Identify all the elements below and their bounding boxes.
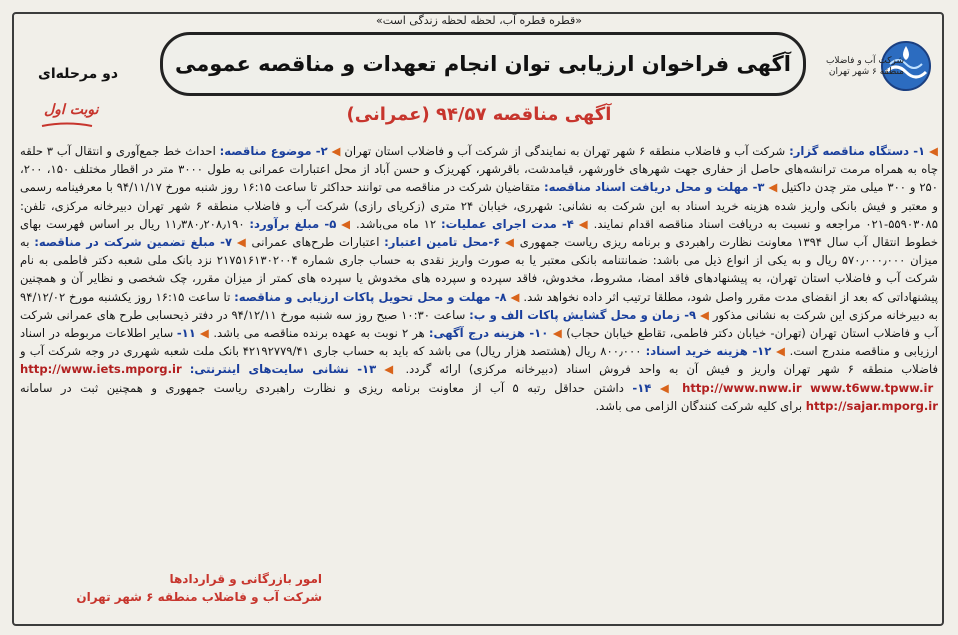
section-label-7: ۷- مبلغ تضمین شرکت در مناقصه:	[34, 235, 233, 250]
bullet-icon: ◀	[504, 235, 515, 250]
section-text-8: تا ساعت ۱۶:۱۵ روز یکشنبه مورخ ۹۴/۱۲/۰۲ به دبیرخانه مرکزی این شرکت به نشانی مذکور	[20, 289, 939, 322]
section-text-12: ۸۰۰٫۰۰۰ ریال (هشتصد هزار ریال) می باشد که باید به حساب جاری ۴۲۱۹۲۷۷۹/۴۱ بانک ملت شعبه شهرری در وجه شرکت آب و فاضلاب منطقه ۶ شهر تهران واریز و فیش آن به واحد فروش اسناد (دبیرخانه مرکزی) ارائه گردد.	[20, 344, 939, 377]
page-title: آگهی فراخوان ارزیابی توان انجام تعهدات و مناقصه عمومی	[175, 52, 791, 76]
stage-label: دو مرحله‌ای	[38, 66, 119, 82]
section-text-6: اعتبارات طرح‌های عمرانی	[246, 235, 385, 250]
section-text-11: سایر اطلاعات مربوطه در اسناد ارزیابی و مناقصه مندرج است.	[20, 326, 939, 359]
section-text-10: هر ۲ نوبت به عهده برنده مناقصه می باشد.	[209, 326, 429, 341]
bullet-icon: ◀	[199, 326, 210, 341]
section-label-1: ۱- دستگاه مناقصه گزار:	[789, 144, 926, 158]
bullet-icon: ◀	[236, 235, 247, 250]
round-underline-icon	[40, 122, 94, 128]
bullet-icon: ◀	[552, 326, 563, 341]
section-label-3: ۳- مهلت و محل دریافت اسناد مناقصه:	[544, 180, 765, 195]
bullet-icon: ◀	[659, 380, 674, 395]
section-label-8: ۸- مهلت و محل تحویل پاکات ارزیابی و مناقصه:	[234, 289, 507, 304]
section-label-2: ۲- موضوع مناقصه:	[219, 144, 328, 158]
footer-signature	[22, 570, 322, 606]
section-label-5: ۵- مبلغ برآورد:	[249, 216, 337, 231]
section-text-14: داشتن حداقل رتبه ۵ آب از معاونت برنامه ریزی و نظارت راهبردی ریاست جمهوری و همچنین ثبت در سامانه	[20, 380, 633, 395]
logo-caption: شرکت آب و فاضلاب منطقه ۶ شهر تهران	[825, 56, 904, 77]
section-text-1: شرکت آب و فاضلاب منطقه ۶ شهر تهران به نمایندگی از شرکت آب و فاضلاب استان تهران	[340, 144, 790, 158]
section-label-9: ۹- زمان و محل گشایش پاکات الف و ب:	[469, 307, 697, 322]
section-label-11: ۱۱-	[176, 326, 196, 341]
ad-paragraph	[20, 142, 938, 415]
section-text-7: به میزان ۵۷۰٫۰۰۰٫۰۰۰ ریال و به یکی از انواع ذیل می باشد: ضمانتنامه بانکی معتبر یا به صورت واریز نقدی به حساب جاری شماره ۲۱۷۵۱۶۱۳۰۲۰۰۴ نزد بانک ملی شعبه دکتر فاطمی به نام شرکت آب و فاضلاب استان تهران، به پیشنهادهای فاقد امضا، مشروط، مخدوش، فاقد سپرده و سپرده های مخدوش یا سپرده های کمتر از میزان مقرر، چک شخصی و نظایر آن و همچنین پیشنهاداتی که بعد از انقضای مدت مقرر واصل شود، مطلقا ترتیب اثر داده نخواهد شد.	[20, 235, 938, 304]
link-t6ww[interactable]: www.t6ww.tpww.ir	[810, 380, 934, 395]
bullet-icon: ◀	[768, 180, 778, 195]
link-nww[interactable]: http://www.nww.ir	[682, 380, 802, 395]
section-text-9: ساعت ۱۰:۳۰ صبح روز سه شنبه مورخ ۹۴/۱۲/۱۱ در دفتر ذیحسابی طرح های عمرانی شرکت آب و فاضلاب استان تهران (تهران- خیابان دکتر فاطمی، تقاطع خیابان حجاب)	[20, 307, 939, 341]
section-text-14-tail: برای کلیه شرکت کنندگان الزامی می باشد.	[595, 398, 806, 413]
section-text-5: ۱۱٫۳۸۰٫۲۰۸٫۱۹۰ ریال بر اساس فهرست بهای خطوط انتقال آب سال ۱۳۹۴ معاونت نظارت راهبردی و برنامه ریزی ریاست جمهوری	[20, 216, 938, 250]
bullet-icon: ◀	[510, 289, 520, 304]
bullet-icon: ◀	[384, 362, 398, 377]
bullet-icon: ◀	[775, 344, 786, 359]
ad-body	[20, 142, 938, 570]
section-label-13: ۱۳- نشانی سایت‌های اینترنتی:	[189, 362, 377, 377]
bullet-icon: ◀	[928, 144, 939, 158]
section-text-4: ۱۲ ماه می‌باشد.	[351, 216, 441, 231]
link-sajar[interactable]: http://sajar.mporg.ir	[805, 398, 938, 413]
title-banner	[160, 32, 806, 96]
bullet-icon: ◀	[341, 216, 352, 231]
section-text-3: متقاضیان شرکت در مناقصه می توانند حداکثر تا ساعت ۱۶:۱۵ روز شنبه مورخ ۹۴/۱۱/۱۷ با معرفینامه رسمی و معتبر و فیش بانکی واریز شده هزینه خرید اسناد به این شرکت به نشانی: شهرری، خیابان ۲۴ متری (زکریای رازی) شرکت آب و فاضلاب منطقه ۶ شهر تهران دبیرخانه مرکزی، تلفن: ۵۵۹۰۳۰۸۵-۰۲۱ مراجعه و نسبت به دریافت اسناد مناقصه اقدام نمایند.	[20, 180, 939, 231]
section-label-10: ۱۰- هزینه درج آگهی:	[428, 326, 549, 341]
section-label-12: ۱۲- هزینه خرید اسناد:	[645, 344, 772, 359]
round-badge: نوبت اول	[44, 102, 99, 118]
slogan: «قطره قطره آب، لحظه لحظه زندگی است»	[375, 14, 582, 27]
section-label-4: ۴- مدت اجرای عملیات:	[440, 216, 574, 231]
footer-line-2: شرکت آب و فاضلاب منطقه ۶ شهر تهران	[76, 590, 322, 604]
section-text-2: احداث خط جمع‌آوری و انتقال آب ۳ حلقه چاه به همراه مرمت ترانشه‌های حاصل از حفاری جهت شهرهای خاورشهر، قیامدشت، باقرشهر، کهریزک و حسن آباد از محل اعتبارات عمرانی به طول ۳۰۰۰ متر در اقطار مختلف ۱۵۰، ۲۰۰، ۲۵۰ و ۳۰۰ میلی متر چدن داکتیل	[20, 144, 939, 195]
footer-line-1: امور بازرگانی و قراردادها	[169, 572, 322, 586]
tender-subtitle: آگهی مناقصه ۹۴/۵۷ (عمرانی)	[346, 104, 612, 125]
section-label-14: ۱۴-	[632, 380, 652, 395]
bullet-icon: ◀	[578, 216, 589, 231]
link-iets[interactable]: http://www.iets.mporg.ir	[20, 362, 182, 377]
bullet-icon: ◀	[699, 307, 710, 322]
section-label-6: ۶-محل تامین اعتبار:	[384, 235, 501, 250]
bullet-icon: ◀	[331, 144, 341, 158]
